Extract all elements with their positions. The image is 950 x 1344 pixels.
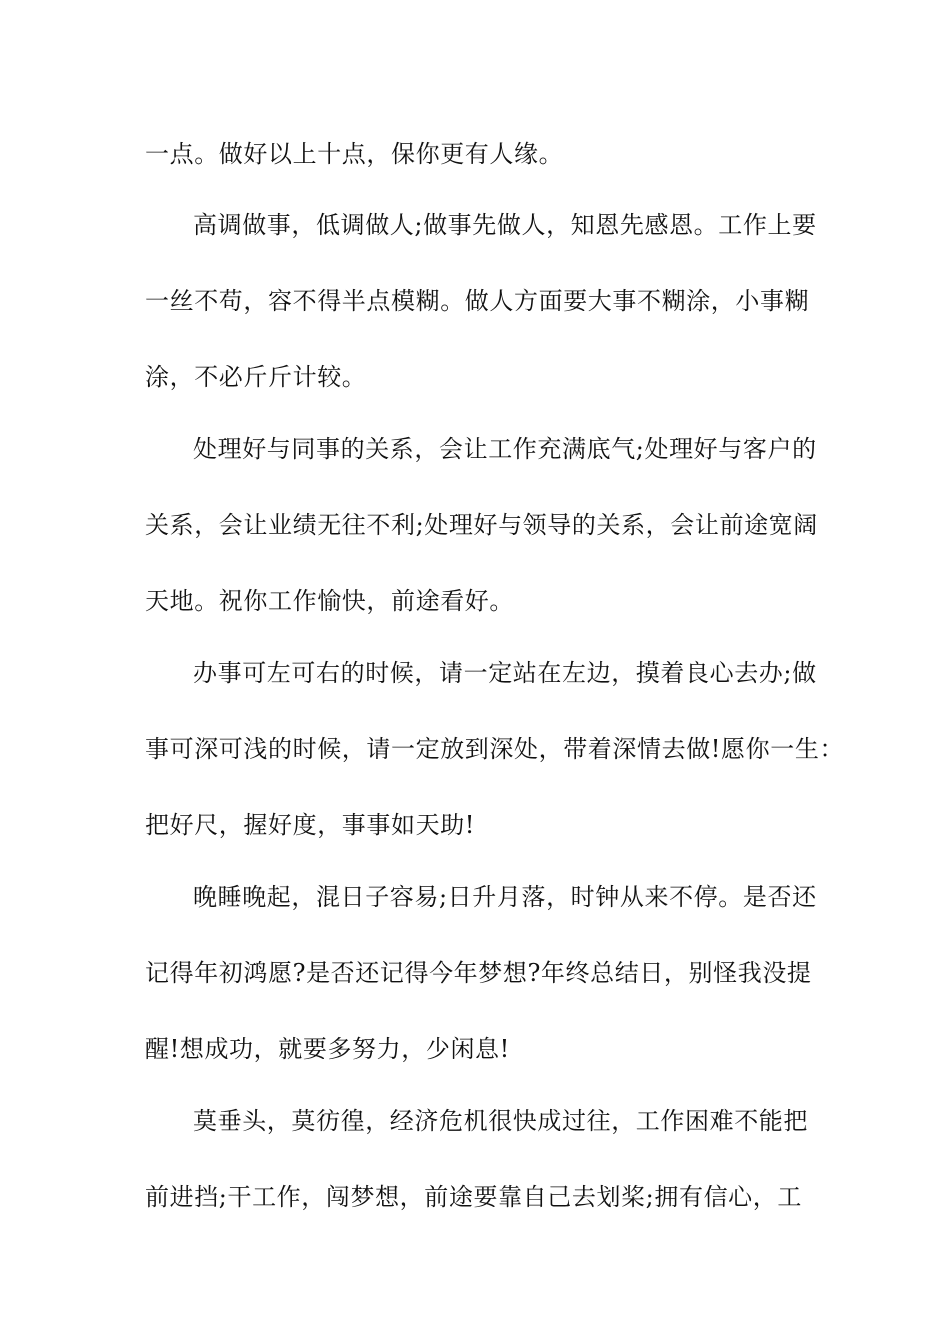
paragraph-first-line: 办事可左可右的时候，请一定站在左边，摸着良心去办;做 <box>193 659 817 687</box>
text-line: 记得年初鸿愿?是否还记得今年梦想?年终总结日，别怪我没提 <box>145 959 812 987</box>
paragraph-first-line: 高调做事，低调做人;做事先做人，知恩先感恩。工作上要 <box>193 211 817 239</box>
text-line: 把好尺，握好度，事事如天助! <box>145 811 476 839</box>
text-line: 一点。做好以上十点，保你更有人缘。 <box>145 140 564 168</box>
paragraph-first-line: 晚睡晚起，混日子容易;日升月落，时钟从来不停。是否还 <box>193 883 817 911</box>
text-line: 事可深可浅的时候，请一定放到深处，带着深情去做!愿你一生： <box>145 735 845 763</box>
text-line: 一丝不苟，容不得半点模糊。做人方面要大事不糊涂，小事糊 <box>145 287 810 315</box>
text-line: 醒!想成功，就要多努力，少闲息! <box>145 1035 510 1063</box>
text-line: 天地。祝你工作愉快，前途看好。 <box>145 587 514 615</box>
paragraph-first-line: 处理好与同事的关系，会让工作充满底气;处理好与客户的 <box>193 435 817 463</box>
text-line: 关系，会让业绩无往不利;处理好与领导的关系，会让前途宽阔 <box>145 511 818 539</box>
paragraph-first-line: 莫垂头，莫彷徨，经济危机很快成过往，工作困难不能把 <box>193 1107 808 1135</box>
text-line: 前进挡;干工作，闯梦想，前途要靠自己去划桨;拥有信心，工 <box>145 1183 802 1211</box>
text-line: 涂，不必斤斤计较。 <box>145 363 367 391</box>
